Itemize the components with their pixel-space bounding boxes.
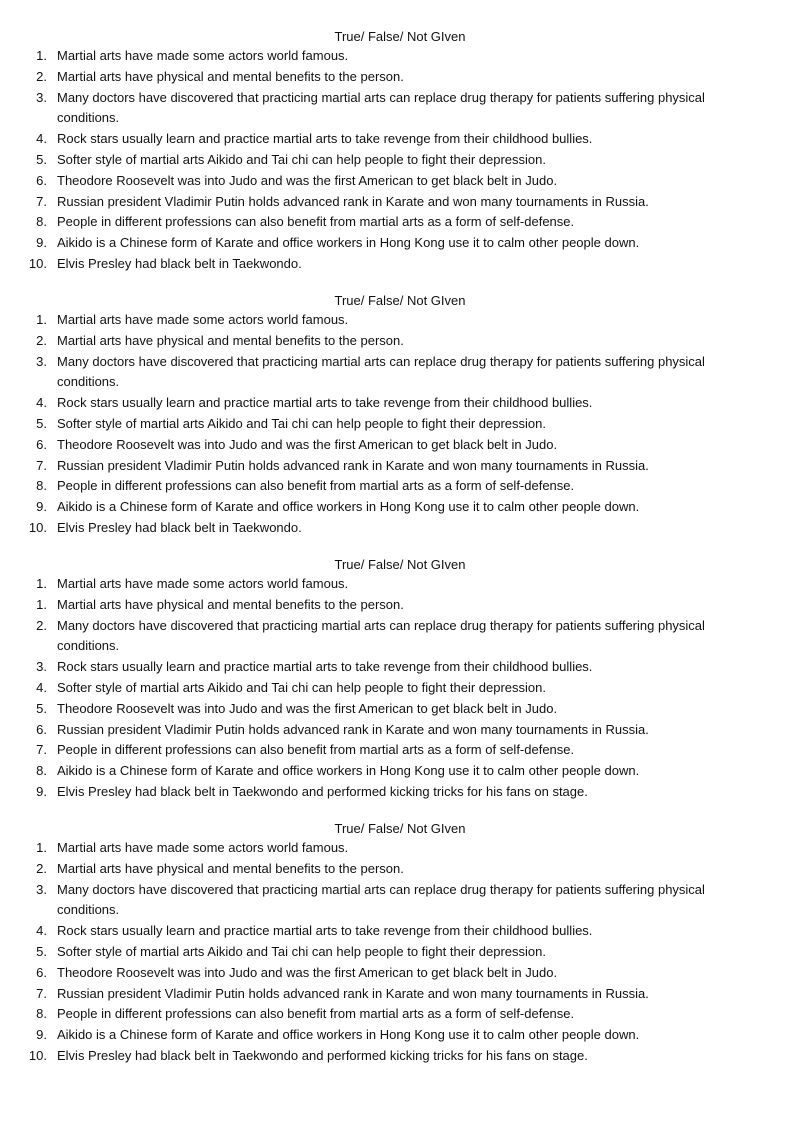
- item-number: 7.: [36, 193, 47, 209]
- item-number: 2.: [36, 332, 47, 348]
- list-item: [0, 352, 747, 394]
- item-number: 1.: [36, 312, 47, 327]
- list-item: [0, 616, 747, 658]
- list-item: [0, 414, 747, 435]
- statement-text: Softer style of martial arts Aikido and Tai chi can help people to fight their depression.: [57, 943, 546, 959]
- item-number: 9.: [36, 1027, 47, 1043]
- item-number: 4.: [36, 395, 47, 411]
- section-title: True/ False/ Not GIven: [334, 29, 466, 44]
- item-number: 5.: [36, 415, 47, 431]
- list-item: [0, 1046, 747, 1067]
- statement-text: Martial arts have physical and mental benefits to the person.: [57, 860, 404, 876]
- list-item: [0, 129, 747, 150]
- item-number: 3.: [36, 881, 47, 897]
- statement-text: Martial arts have made some actors world famous.: [57, 48, 349, 63]
- statement-text: People in different professions can also benefit from martial arts as a form of self-defense.: [57, 1006, 575, 1022]
- list-item: [0, 984, 747, 1005]
- item-number: 10.: [28, 1047, 47, 1063]
- question-section: [0, 820, 800, 1067]
- item-number: 7.: [36, 985, 47, 1001]
- statement-text: Many doctors have discovered that practicing martial arts can replace drug therapy for patients suffering physical conditions.: [57, 881, 705, 918]
- statement-text: Softer style of martial arts Aikido and Tai chi can help people to fight their depression.: [57, 151, 546, 167]
- list-item: [0, 254, 747, 275]
- statement-text: Theodore Roosevelt was into Judo and was the first American to get black belt in Judo.: [57, 172, 558, 188]
- list-item: [0, 574, 747, 595]
- list-item: [0, 657, 747, 678]
- list-item: [0, 942, 747, 963]
- item-number: 9.: [36, 235, 47, 251]
- question-section: [0, 556, 800, 803]
- statement-text: Elvis Presley had black belt in Taekwondo.: [57, 519, 302, 535]
- list-item: [0, 393, 747, 414]
- statement-text: Russian president Vladimir Putin holds advanced rank in Karate and won many tournaments in Russia.: [57, 985, 649, 1001]
- statement-text: Theodore Roosevelt was into Judo and was the first American to get black belt in Judo.: [57, 700, 558, 716]
- statement-text: Many doctors have discovered that practicing martial arts can replace drug therapy for patients suffering physical conditions.: [57, 353, 705, 390]
- item-number: 2.: [36, 68, 47, 84]
- list-item: [0, 720, 747, 741]
- item-number: 5.: [36, 943, 47, 959]
- list-item: [0, 740, 747, 761]
- list-item: [0, 838, 747, 859]
- statement-text: Martial arts have made some actors world famous.: [57, 840, 349, 855]
- item-number: 6.: [36, 172, 47, 188]
- list-item: [0, 171, 747, 192]
- item-number: 10.: [28, 255, 47, 271]
- item-number: 1.: [36, 48, 47, 63]
- list-item: [0, 497, 747, 518]
- question-section: [0, 28, 800, 275]
- item-number: 3.: [36, 89, 47, 105]
- statement-text: Elvis Presley had black belt in Taekwondo.: [57, 255, 302, 271]
- statement-text: Theodore Roosevelt was into Judo and was the first American to get black belt in Judo.: [57, 436, 558, 452]
- statement-text: Martial arts have made some actors world famous.: [57, 576, 349, 591]
- statement-text: Martial arts have physical and mental benefits to the person.: [57, 596, 404, 612]
- item-number: 9.: [36, 499, 47, 515]
- statement-text: Russian president Vladimir Putin holds advanced rank in Karate and won many tournaments in Russia.: [57, 193, 649, 209]
- item-number: 4.: [36, 923, 47, 939]
- section-title: True/ False/ Not GIven: [334, 821, 466, 836]
- item-number: 9.: [36, 783, 47, 799]
- item-number: 7.: [36, 742, 47, 758]
- list-item: [0, 1004, 747, 1025]
- item-number: 10.: [28, 519, 47, 535]
- statement-text: Rock stars usually learn and practice martial arts to take revenge from their childhood bullies.: [57, 395, 593, 411]
- list-item: [0, 310, 747, 331]
- statement-text: Martial arts have physical and mental benefits to the person.: [57, 332, 404, 348]
- list-item: [0, 859, 747, 880]
- item-number: 1.: [36, 840, 47, 855]
- statement-text: Elvis Presley had black belt in Taekwondo and performed kicking tricks for his fans on stage.: [57, 783, 588, 799]
- statement-text: Aikido is a Chinese form of Karate and office workers in Hong Kong use it to calm other people down.: [57, 763, 640, 779]
- statement-text: People in different professions can also benefit from martial arts as a form of self-defense.: [57, 214, 575, 230]
- list-item: [0, 435, 747, 456]
- statement-text: Rock stars usually learn and practice martial arts to take revenge from their childhood bullies.: [57, 659, 593, 675]
- list-item: [0, 963, 747, 984]
- statement-text: Martial arts have physical and mental benefits to the person.: [57, 68, 404, 84]
- statement-text: Many doctors have discovered that practicing martial arts can replace drug therapy for patients suffering physical conditions.: [57, 89, 705, 126]
- item-number: 1.: [36, 576, 47, 591]
- list-item: [0, 192, 747, 213]
- list-item: [0, 456, 747, 477]
- list-item: [0, 1025, 747, 1046]
- list-item: [0, 782, 747, 803]
- list-item: [0, 46, 747, 67]
- item-number: 5.: [36, 700, 47, 716]
- statement-text: Softer style of martial arts Aikido and Tai chi can help people to fight their depression.: [57, 679, 546, 695]
- statement-text: Softer style of martial arts Aikido and Tai chi can help people to fight their depression.: [57, 415, 546, 431]
- list-item: [0, 331, 747, 352]
- list-item: [0, 212, 747, 233]
- list-item: [0, 921, 747, 942]
- item-number: 8.: [36, 763, 47, 779]
- item-number: 2.: [36, 617, 47, 633]
- question-section: [0, 292, 800, 539]
- item-number: 4.: [36, 679, 47, 695]
- list-item: [0, 150, 747, 171]
- statement-text: Aikido is a Chinese form of Karate and office workers in Hong Kong use it to calm other people down.: [57, 235, 640, 251]
- statement-text: Martial arts have made some actors world famous.: [57, 312, 349, 327]
- list-item: [0, 761, 747, 782]
- statement-text: Theodore Roosevelt was into Judo and was the first American to get black belt in Judo.: [57, 964, 558, 980]
- list-item: [0, 476, 747, 497]
- statement-text: People in different professions can also benefit from martial arts as a form of self-defense.: [57, 742, 575, 758]
- list-item: [0, 595, 747, 616]
- section-title: True/ False/ Not GIven: [334, 293, 466, 308]
- list-item: [0, 880, 747, 922]
- item-number: 7.: [36, 457, 47, 473]
- statement-text: Russian president Vladimir Putin holds advanced rank in Karate and won many tournaments in Russia.: [57, 457, 649, 473]
- section-title: True/ False/ Not GIven: [334, 557, 466, 572]
- item-number: 6.: [36, 721, 47, 737]
- item-number: 6.: [36, 964, 47, 980]
- list-item: [0, 88, 747, 130]
- statement-text: Elvis Presley had black belt in Taekwondo and performed kicking tricks for his fans on stage.: [57, 1047, 588, 1063]
- statement-text: Many doctors have discovered that practicing martial arts can replace drug therapy for patients suffering physical conditions.: [57, 617, 705, 654]
- item-number: 6.: [36, 436, 47, 452]
- statement-text: Aikido is a Chinese form of Karate and office workers in Hong Kong use it to calm other people down.: [57, 499, 640, 515]
- statement-text: Rock stars usually learn and practice martial arts to take revenge from their childhood bullies.: [57, 131, 593, 147]
- item-number: 2.: [36, 860, 47, 876]
- item-number: 4.: [36, 131, 47, 147]
- statement-text: Aikido is a Chinese form of Karate and office workers in Hong Kong use it to calm other people down.: [57, 1027, 640, 1043]
- item-number: 3.: [36, 353, 47, 369]
- statement-text: Russian president Vladimir Putin holds advanced rank in Karate and won many tournaments in Russia.: [57, 721, 649, 737]
- item-number: 8.: [36, 214, 47, 230]
- list-item: [0, 678, 747, 699]
- item-number: 8.: [36, 1006, 47, 1022]
- item-number: 1.: [36, 596, 47, 612]
- list-item: [0, 67, 747, 88]
- statement-text: People in different professions can also benefit from martial arts as a form of self-defense.: [57, 478, 575, 494]
- item-number: 5.: [36, 151, 47, 167]
- list-item: [0, 233, 747, 254]
- statement-text: Rock stars usually learn and practice martial arts to take revenge from their childhood bullies.: [57, 923, 593, 939]
- item-number: 8.: [36, 478, 47, 494]
- list-item: [0, 699, 747, 720]
- list-item: [0, 518, 747, 539]
- item-number: 3.: [36, 659, 47, 675]
